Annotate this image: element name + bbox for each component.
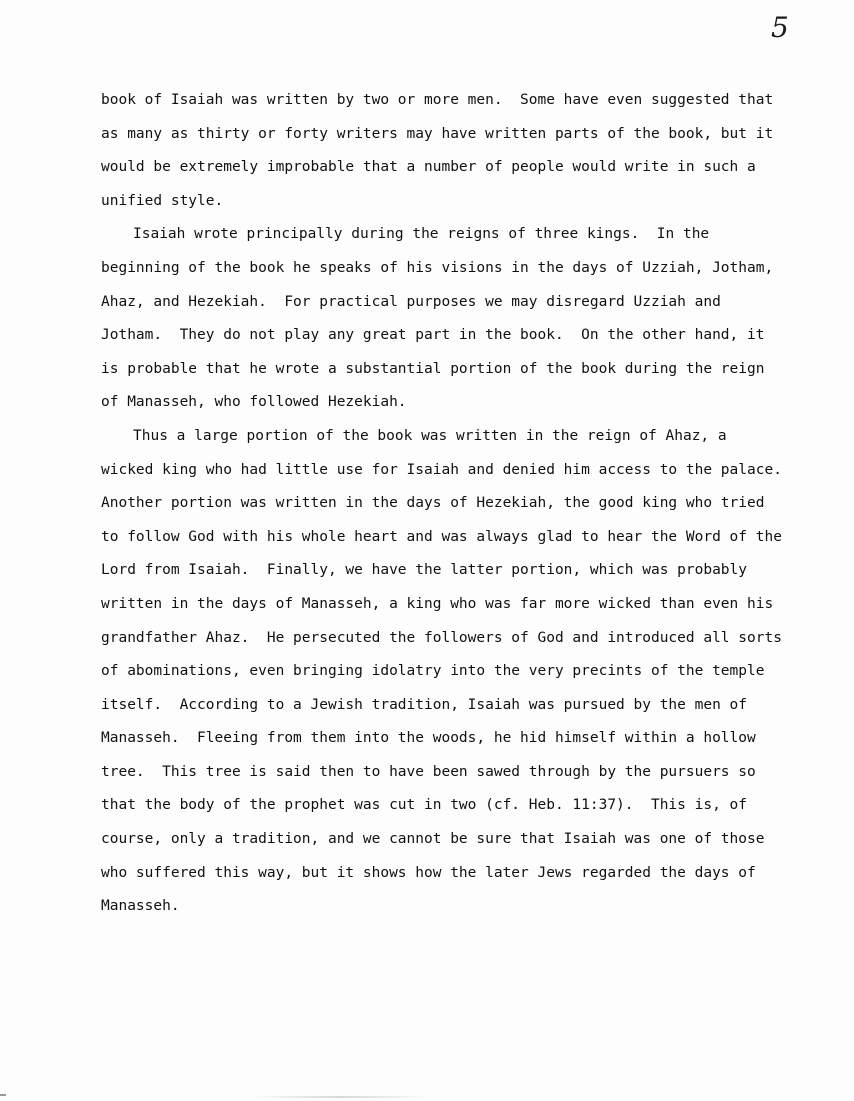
text-line: written in the days of Manasseh, a king who was far more wicked than even his xyxy=(101,595,774,612)
text-line: of Manasseh, who followed Hezekiah. xyxy=(101,394,407,411)
paragraph-3 xyxy=(101,423,781,927)
text-line: would be extremely improbable that a number of people would write in such a xyxy=(101,159,756,176)
text-line: of abominations, even bringing idolatry into the very precints of the temple xyxy=(101,663,765,680)
text-line: is probable that he wrote a substantial portion of the book during the reign xyxy=(101,360,765,377)
scan-artifact xyxy=(250,1096,430,1098)
text-line: who suffered this way, but it shows how the later Jews regarded the days of xyxy=(101,864,756,881)
text-line: Ahaz, and Hezekiah. For practical purposes we may disregard Uzziah and xyxy=(101,293,721,310)
body-text xyxy=(101,87,781,927)
text-line: course, only a tradition, and we cannot be sure that Isaiah was one of those xyxy=(101,831,765,848)
text-line: tree. This tree is said then to have been sawed through by the pursuers so xyxy=(101,763,756,780)
text-line: grandfather Ahaz. He persecuted the followers of God and introduced all sorts xyxy=(101,629,782,646)
text-line: Thus a large portion of the book was written in the reign of Ahaz, a xyxy=(133,427,727,444)
page-number: 5 xyxy=(771,11,789,44)
text-line: Manasseh. Fleeing from them into the woods, he hid himself within a hollow xyxy=(101,730,756,747)
text-line: to follow God with his whole heart and was always glad to hear the Word of the xyxy=(101,528,782,545)
text-line: Isaiah wrote principally during the reigns of three kings. In the xyxy=(133,226,710,243)
text-line: as many as thirty or forty writers may have written parts of the book, but it xyxy=(101,125,774,142)
text-line: Jotham. They do not play any great part in the book. On the other hand, it xyxy=(101,327,765,344)
text-line: Another portion was written in the days of Hezekiah, the good king who tried xyxy=(101,495,765,512)
text-line: wicked king who had little use for Isaiah and denied him access to the palace. xyxy=(101,461,782,478)
text-line: that the body of the prophet was cut in two (cf. Heb. 11:37). This is, of xyxy=(101,797,748,814)
text-line: unified style. xyxy=(101,192,224,209)
text-line: itself. According to a Jewish tradition, Isaiah was pursued by the men of xyxy=(101,696,748,713)
text-line: Lord from Isaiah. Finally, we have the latter portion, which was probably xyxy=(101,562,748,579)
scan-artifact xyxy=(0,1094,6,1096)
paragraph-1 xyxy=(101,87,781,221)
paragraph-2 xyxy=(101,221,781,423)
text-line: Manasseh. xyxy=(101,898,180,915)
text-line: book of Isaiah was written by two or more men. Some have even suggested that xyxy=(101,92,774,108)
text-line: beginning of the book he speaks of his visions in the days of Uzziah, Jotham, xyxy=(101,259,774,276)
